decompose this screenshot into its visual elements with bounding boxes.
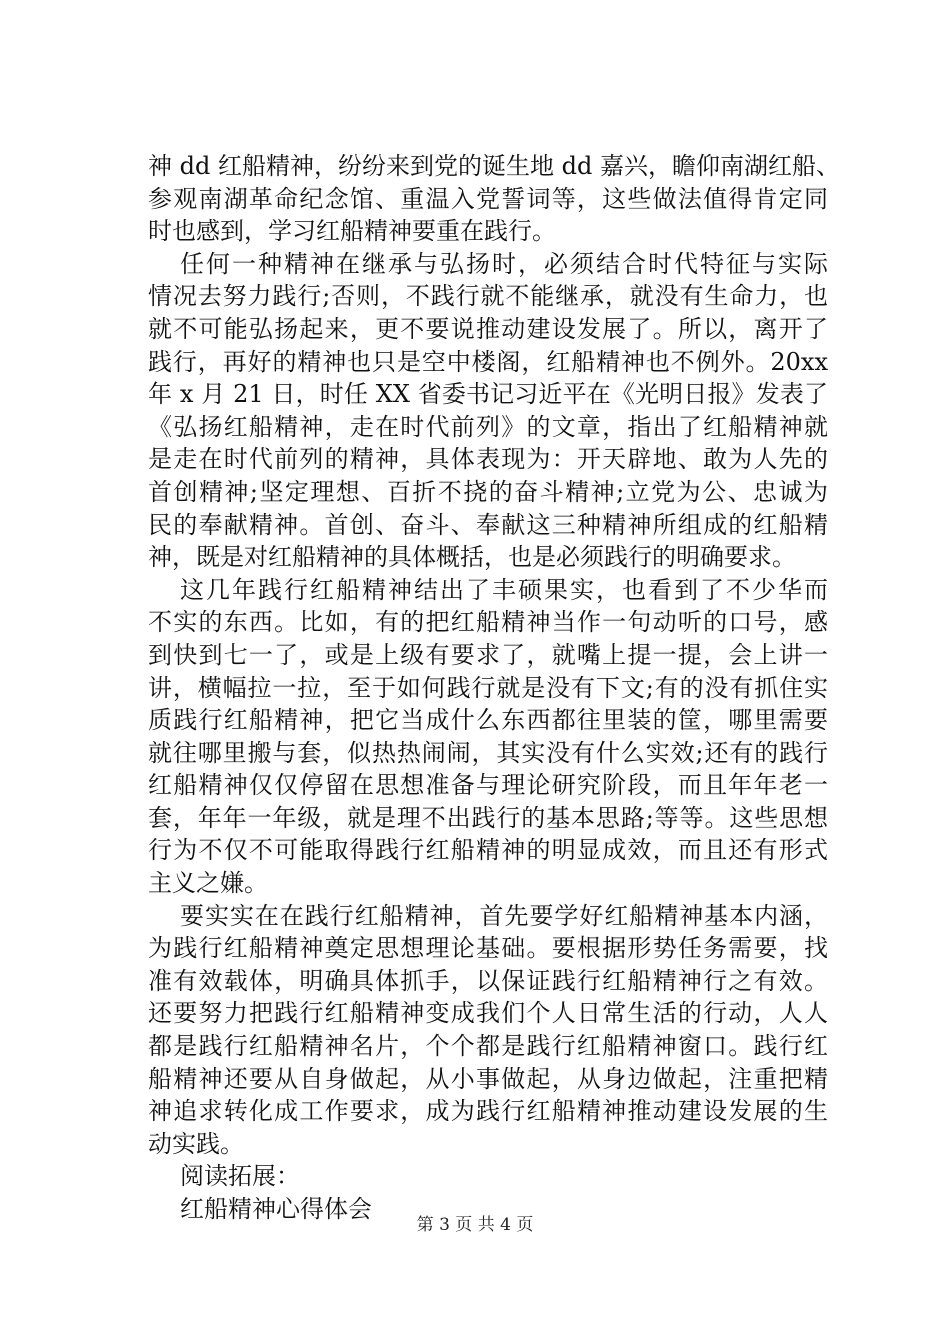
text-line: 年 x 月 21 日，时任 XX 省委书记习近平在《光明日报》发表了 bbox=[148, 380, 828, 409]
document-body bbox=[148, 150, 840, 1226]
page-number-footer: 第 3 页 共 4 页 bbox=[416, 1215, 534, 1235]
text-line: 践行，再好的精神也只是空中楼阁，红船精神也不例外。20xx bbox=[148, 347, 828, 376]
text-line: 质践行红船精神，把它当成什么东西都往里装的筐，哪里需要 bbox=[148, 706, 828, 735]
text-line: 就不可能弘扬起来，更不要说推动建设发展了。所以，离开了 bbox=[148, 314, 828, 343]
text-line: 船精神还要从自身做起，从小事做起，从身边做起，注重把精 bbox=[148, 1064, 828, 1093]
text-line: 动实践。 bbox=[148, 1129, 244, 1158]
text-line: 红船精神仅仅停留在思想准备与理论研究阶段，而且年年老一 bbox=[148, 771, 828, 800]
text-line: 还要努力把践行红船精神变成我们个人日常生活的行动，人人 bbox=[148, 999, 828, 1028]
text-line: 神，既是对红船精神的具体概括，也是必须践行的明确要求。 bbox=[148, 543, 796, 572]
text-line: 首创精神;坚定理想、百折不挠的奋斗精神;立党为公、忠诚为 bbox=[148, 477, 828, 506]
text-line: 不实的东西。比如，有的把红船精神当作一句动听的口号，感 bbox=[148, 608, 828, 637]
text-line: 红船精神心得体会 bbox=[180, 1195, 372, 1223]
text-line: 是走在时代前列的精神，具体表现为：开天辟地、敢为人先的 bbox=[148, 445, 828, 474]
text-line: 这几年践行红船精神结出了丰硕果实，也看到了不少华而 bbox=[180, 575, 828, 604]
text-line: 讲，横幅拉一拉，至于如何践行就是没有下文;有的没有抓住实 bbox=[148, 673, 828, 702]
text-line: 套，年年一年级，就是理不出践行的基本思路;等等。这些思想 bbox=[148, 803, 828, 832]
text-line: 要实实在在践行红船精神，首先要学好红船精神基本内涵， bbox=[180, 901, 828, 930]
text-line: 准有效载体，明确具体抓手，以保证践行红船精神行之有效。 bbox=[148, 966, 828, 995]
text-line: 主义之嫌。 bbox=[148, 869, 268, 898]
text-line: 行为不仅不可能取得践行红船精神的明显成效，而且还有形式 bbox=[148, 836, 828, 865]
text-line: 《弘扬红船精神，走在时代前列》的文章，指出了红船精神就 bbox=[148, 412, 828, 441]
text-line: 神 dd 红船精神，纷纷来到党的诞生地 dd 嘉兴，瞻仰南湖红船、 bbox=[148, 152, 840, 180]
text-line: 情况去努力践行;否则，不践行就不能继承，就没有生命力，也 bbox=[148, 282, 828, 311]
text-line: 为践行红船精神奠定思想理论基础。要根据形势任务需要，找 bbox=[148, 934, 828, 963]
text-line: 民的奉献精神。首创、奋斗、奉献这三种精神所组成的红船精 bbox=[148, 510, 828, 539]
text-line: 参观南湖革命纪念馆、重温入党誓词等，这些做法值得肯定同 bbox=[148, 184, 828, 213]
text-line: 任何一种精神在继承与弘扬时，必须结合时代特征与实际 bbox=[180, 249, 828, 278]
text-line: 就往哪里搬与套，似热热闹闹，其实没有什么实效;还有的践行 bbox=[148, 738, 828, 767]
text-line: 神追求转化成工作要求，成为践行红船精神推动建设发展的生 bbox=[148, 1097, 828, 1126]
text-line: 阅读拓展： bbox=[180, 1162, 300, 1191]
text-line: 时也感到，学习红船精神要重在践行。 bbox=[148, 217, 556, 246]
text-line: 到快到七一了，或是上级有要求了，就嘴上提一提，会上讲一 bbox=[148, 640, 828, 669]
text-line: 都是践行红船精神名片，个个都是践行红船精神窗口。践行红 bbox=[148, 1032, 828, 1061]
